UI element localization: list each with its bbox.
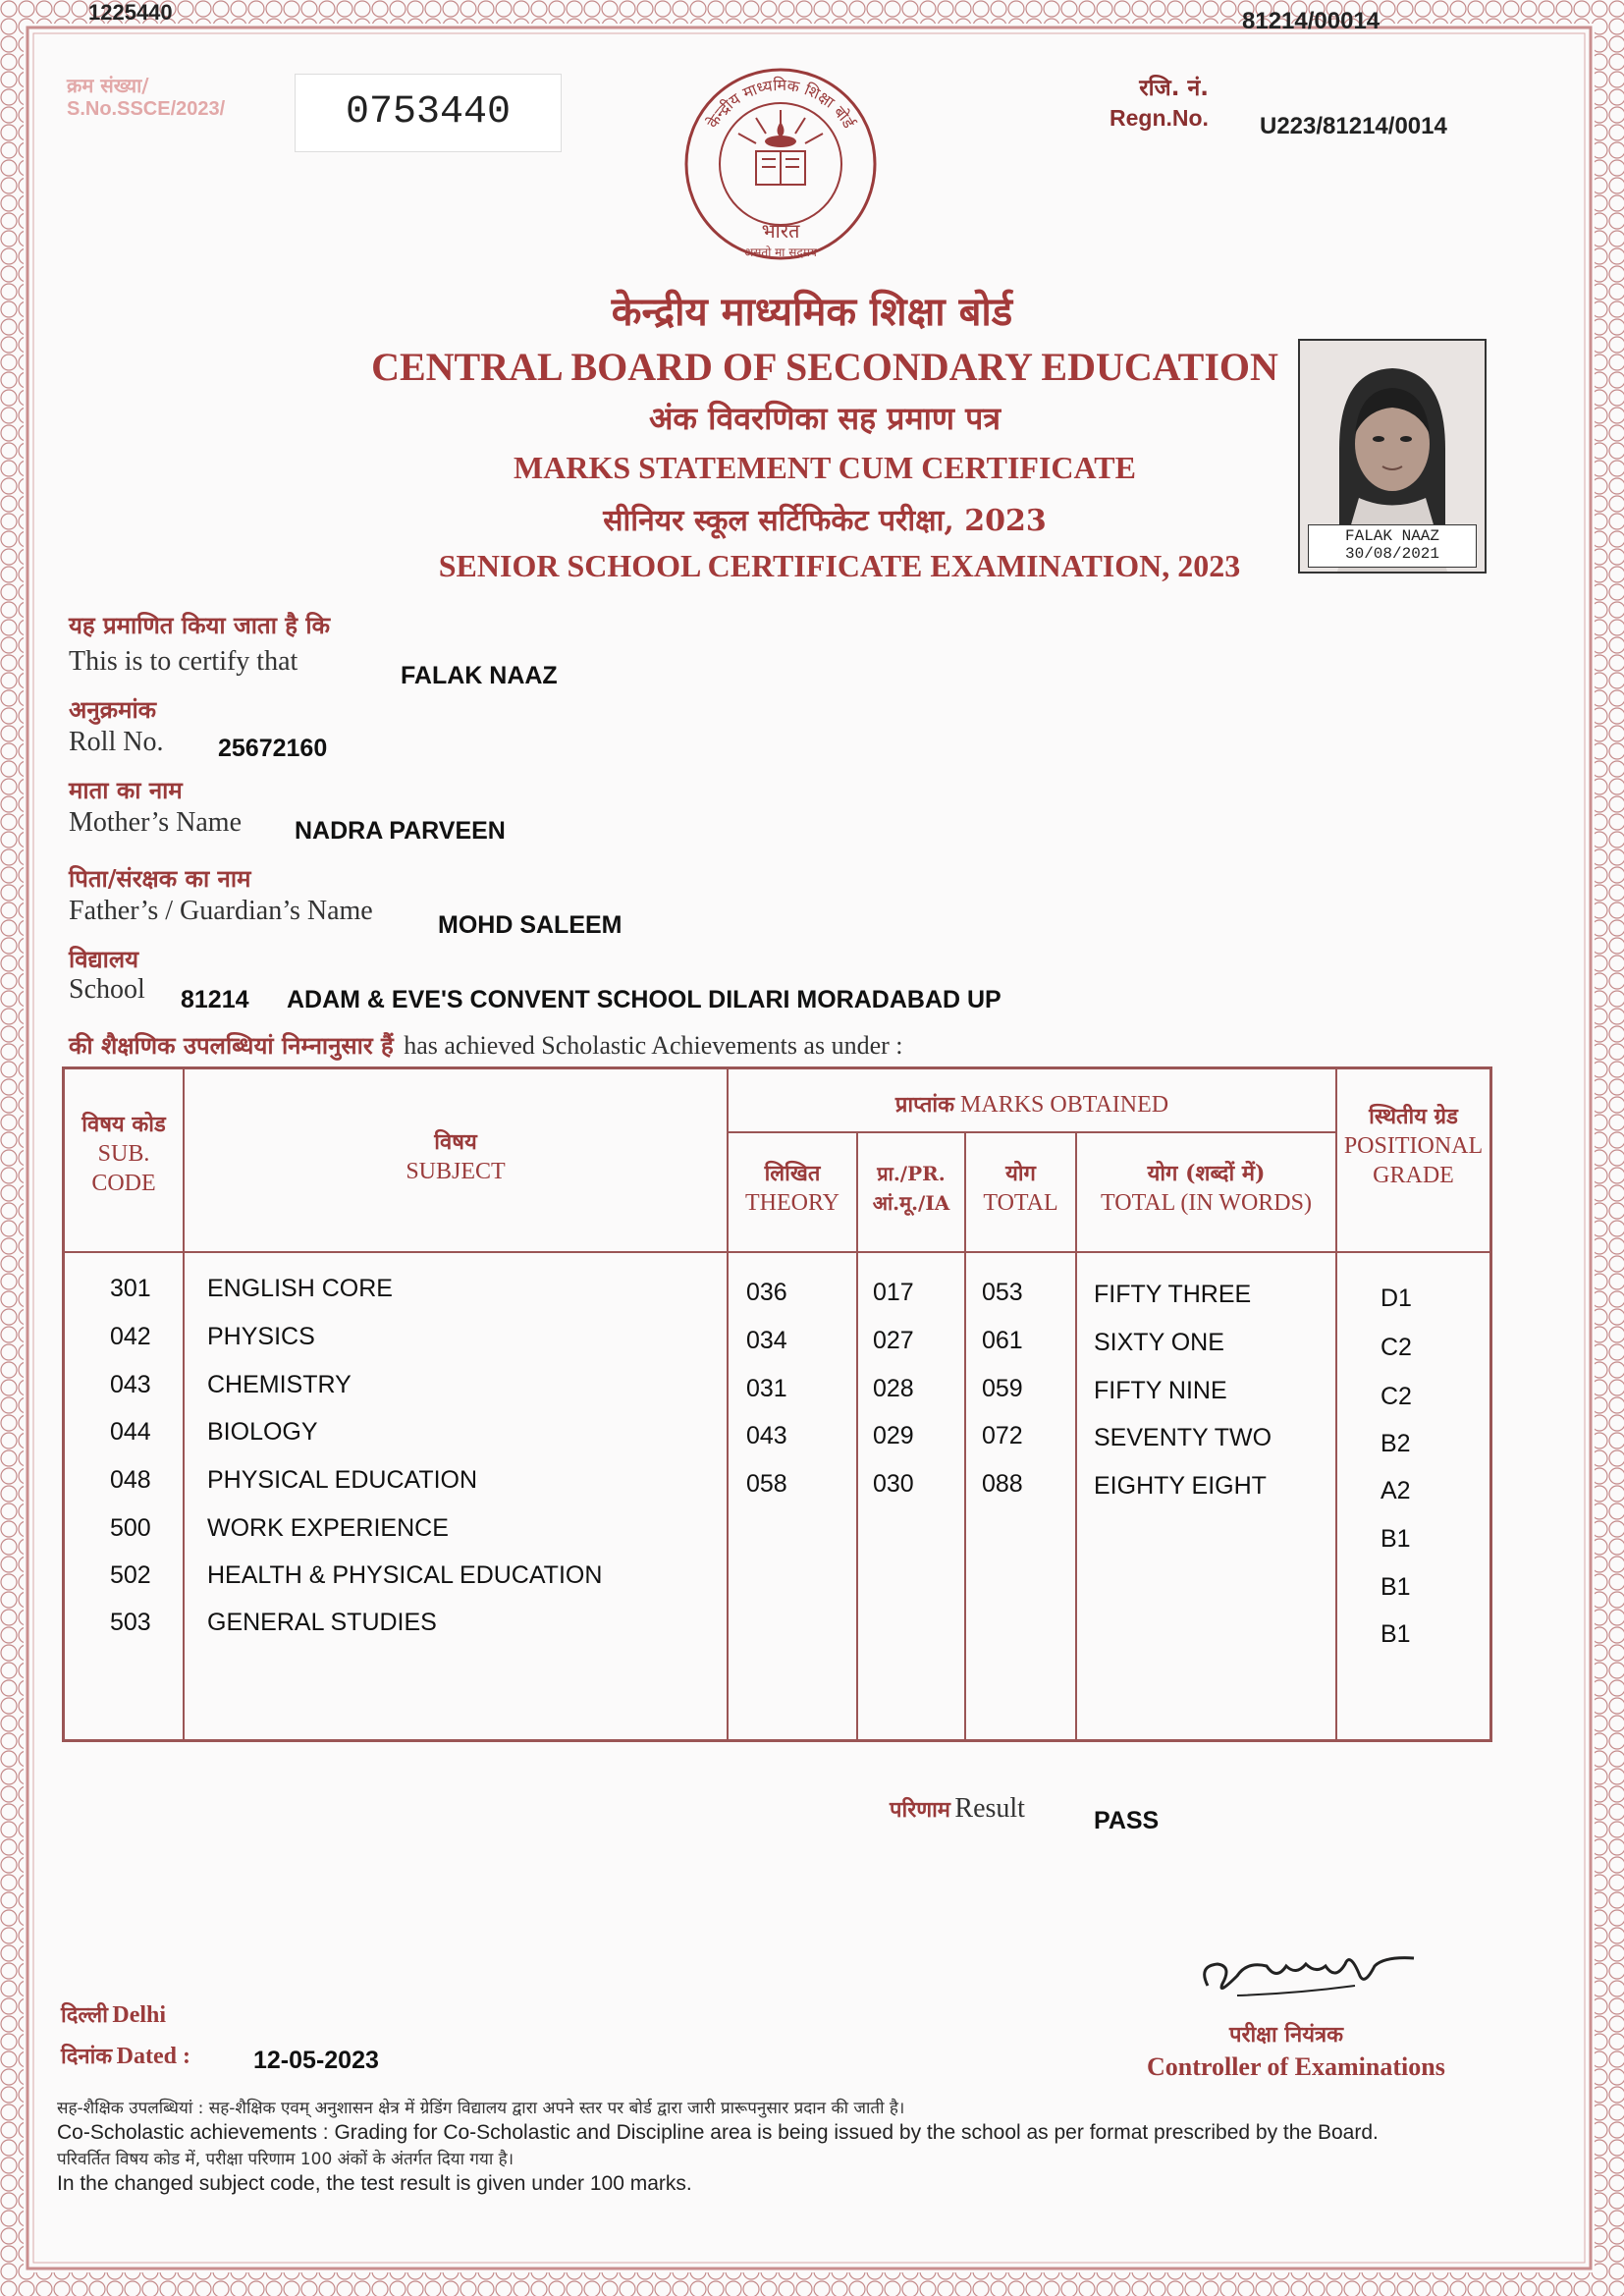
header-code-english-1: SUB. [97, 1141, 150, 1167]
header-total-english: TOTAL [983, 1190, 1058, 1216]
board-name-hindi: केन्द्रीय माध्यमिक शिक्षा बोर्ड [611, 289, 1013, 335]
row-code: 500 [110, 1514, 151, 1542]
header-marks-english: MARKS OBTAINED [960, 1092, 1169, 1118]
row-subject: HEALTH & PHYSICAL EDUCATION [207, 1561, 603, 1589]
row-grade: D1 [1380, 1285, 1412, 1312]
row-practical: 028 [873, 1375, 914, 1402]
row-total-words: SIXTY ONE [1094, 1329, 1224, 1356]
header-subject-english: SUBJECT [406, 1159, 506, 1184]
row-subject: CHEMISTRY [207, 1371, 352, 1398]
row-practical: 027 [873, 1327, 914, 1354]
candidate-photo [1298, 339, 1487, 574]
controller-hindi: परीक्षा नियंत्रक [1229, 2022, 1344, 2048]
photo-date: 30/08/2021 [1344, 545, 1439, 563]
row-total-words: SEVENTY TWO [1094, 1424, 1272, 1451]
row-practical: 030 [873, 1470, 914, 1498]
row-grade: B1 [1380, 1620, 1411, 1648]
board-name-english: CENTRAL BOARD OF SECONDARY EDUCATION [371, 345, 1278, 389]
regn-label-hindi: रजि. नं. [1139, 76, 1209, 101]
header-total-hindi: योग [1005, 1161, 1036, 1186]
row-practical: 029 [873, 1422, 914, 1449]
exam-name-hindi: सीनियर स्कूल सर्टिफिकेट परीक्षा, 2023 [603, 504, 1047, 538]
row-subject: WORK EXPERIENCE [207, 1514, 449, 1542]
row-subject: GENERAL STUDIES [207, 1609, 437, 1636]
row-grade: B1 [1380, 1573, 1411, 1601]
top-left-number: 1225440 [88, 0, 173, 25]
header-pr-ia [858, 1159, 964, 1218]
header-sub-code [65, 1110, 183, 1198]
school-label-hindi: विद्यालय [69, 945, 139, 973]
header-subject-hindi: विषय [434, 1129, 477, 1155]
regn-label-english: Regn.No. [1110, 105, 1209, 131]
note-subject-code-hindi: परिवर्तित विषय कोड में, परीक्षा परिणाम 100 अंकों के अंतर्गत दिया गया है। [57, 2150, 514, 2169]
row-theory: 034 [746, 1327, 787, 1354]
row-total: 072 [982, 1422, 1023, 1449]
serial-number: 0753440 [295, 74, 562, 152]
header-grade-hindi: स्थितीय ग्रेड [1369, 1104, 1458, 1129]
row-code: 044 [110, 1418, 151, 1446]
certify-label-english: This is to certify that [69, 646, 298, 677]
roll-number: 25672160 [218, 735, 328, 762]
header-total-words [1077, 1159, 1335, 1218]
dated-label [61, 2041, 190, 2070]
header-positional-grade [1337, 1102, 1489, 1190]
header-code-english-2: CODE [91, 1171, 156, 1196]
row-code: 048 [110, 1466, 151, 1494]
top-right-number: 81214/00014 [1242, 8, 1380, 34]
certificate-title-english: MARKS STATEMENT CUM CERTIFICATE [514, 450, 1136, 485]
header-marks-obtained [729, 1090, 1335, 1120]
result-label [890, 1793, 1025, 1825]
row-total: 053 [982, 1279, 1023, 1306]
row-grade: C2 [1380, 1334, 1412, 1361]
result-label-english: Result [954, 1793, 1025, 1824]
roll-label-english: Roll No. [69, 727, 164, 757]
header-marks-hindi: प्राप्तांक [894, 1092, 955, 1118]
row-total: 061 [982, 1327, 1023, 1354]
header-ia: आं.मू./IA [872, 1191, 950, 1215]
row-total-words: FIFTY THREE [1094, 1281, 1252, 1308]
row-code: 503 [110, 1609, 151, 1636]
place-english: Delhi [112, 2002, 167, 2028]
achievement-line [69, 1029, 903, 1062]
father-name: MOHD SALEEM [438, 911, 623, 939]
serial-label-hindi: क्रम संख्या/ [67, 74, 149, 97]
emblem-top-text: केन्द्रीय माध्यमिक शिक्षा बोर्ड [702, 75, 859, 132]
row-subject: PHYSICAL EDUCATION [207, 1466, 478, 1494]
regn-number: U223/81214/0014 [1260, 113, 1447, 139]
father-label-hindi: पिता/संरक्षक का नाम [69, 864, 251, 893]
row-total: 059 [982, 1375, 1023, 1402]
header-total [966, 1159, 1075, 1218]
result-label-hindi: परिणाम [890, 1797, 950, 1823]
header-words-english: TOTAL (IN WORDS) [1101, 1190, 1312, 1216]
certify-label-hindi: यह प्रमाणित किया जाता है कि [69, 611, 331, 639]
row-total-words: FIFTY NINE [1094, 1377, 1227, 1404]
row-theory: 058 [746, 1470, 787, 1498]
result-value: PASS [1094, 1807, 1160, 1834]
mother-name: NADRA PARVEEN [295, 817, 506, 845]
row-subject: ENGLISH CORE [207, 1275, 393, 1302]
serial-label-english: S.No.SSCE/2023/ [67, 98, 226, 120]
school-label-english: School [69, 974, 145, 1005]
row-grade: B2 [1380, 1430, 1411, 1457]
controller-signature [1178, 1937, 1434, 2015]
photo-caption [1308, 524, 1477, 568]
header-subject [185, 1127, 727, 1186]
emblem-motto: असतो मा सद्गमय [744, 246, 817, 259]
mother-label-english: Mother’s Name [69, 807, 242, 838]
row-code: 042 [110, 1323, 151, 1350]
serial-label [67, 74, 225, 121]
note-subject-code-english: In the changed subject code, the test result is given under 100 marks. [57, 2172, 692, 2195]
achievement-english: has achieved Scholastic Achievements as under : [404, 1031, 903, 1060]
row-code: 502 [110, 1561, 151, 1589]
row-theory: 043 [746, 1422, 787, 1449]
row-grade: C2 [1380, 1383, 1412, 1410]
row-subject: BIOLOGY [207, 1418, 318, 1446]
row-code: 043 [110, 1371, 151, 1398]
header-grade-english-1: POSITIONAL [1343, 1133, 1484, 1159]
row-theory: 036 [746, 1279, 787, 1306]
regn-label [1110, 74, 1209, 133]
header-theory-english: THEORY [745, 1190, 839, 1216]
mother-label-hindi: माता का नाम [69, 776, 183, 804]
achievement-hindi: की शैक्षणिक उपलब्धियां निम्नानुसार हैं [69, 1031, 394, 1060]
dated-label-hindi: दिनांक [61, 2044, 113, 2069]
row-grade: B1 [1380, 1525, 1411, 1553]
place-hindi: दिल्ली [61, 2002, 108, 2028]
issue-date: 12-05-2023 [253, 2047, 379, 2074]
school-name: ADAM & EVE'S CONVENT SCHOOL DILARI MORADABAD UP [287, 986, 1001, 1013]
dated-label-english: Dated : [116, 2044, 190, 2069]
row-total: 088 [982, 1470, 1023, 1498]
row-code: 301 [110, 1275, 151, 1302]
row-theory: 031 [746, 1375, 787, 1402]
roll-label-hindi: अनुक्रमांक [69, 695, 157, 724]
emblem-country: भारत [761, 219, 800, 243]
photo-name: FALAK NAAZ [1344, 527, 1439, 545]
header-pr: प्रा./PR. [877, 1162, 946, 1185]
certificate-title-hindi: अंक विवरणिका सह प्रमाण पत्र [648, 400, 1001, 437]
place [61, 1999, 166, 2029]
exam-name-english: SENIOR SCHOOL CERTIFICATE EXAMINATION, 2023 [438, 548, 1241, 583]
cbse-emblem-icon [677, 61, 884, 267]
row-grade: A2 [1380, 1477, 1411, 1504]
header-grade-english-2: GRADE [1373, 1163, 1454, 1188]
father-label-english: Father’s / Guardian’s Name [69, 896, 373, 926]
header-words-hindi: योग (शब्दों में) [1147, 1161, 1266, 1186]
row-subject: PHYSICS [207, 1323, 315, 1350]
header-theory-hindi: लिखित [764, 1161, 821, 1186]
row-practical: 017 [873, 1279, 914, 1306]
school-code: 81214 [181, 986, 249, 1013]
note-coscholastic-english: Co-Scholastic achievements : Grading for Co-Scholastic and Discipline area is being issued by the school as per format prescribed by the Board. [57, 2121, 1379, 2144]
header-theory [729, 1159, 856, 1218]
header-code-hindi: विषय कोड [81, 1112, 166, 1137]
candidate-name: FALAK NAAZ [401, 662, 558, 689]
controller-english: Controller of Examinations [1147, 2052, 1445, 2081]
row-total-words: EIGHTY EIGHT [1094, 1472, 1267, 1500]
note-coscholastic-hindi: सह-शैक्षिक उपलब्धियां : सह-शैक्षिक एवम् अनुशासन क्षेत्र में ग्रेडिंग विद्यालय द्वारा अपने स्तर पर बोर्ड द्वारा जारी प्रारूपनुसार प्रदान की जाती है। [57, 2099, 905, 2118]
